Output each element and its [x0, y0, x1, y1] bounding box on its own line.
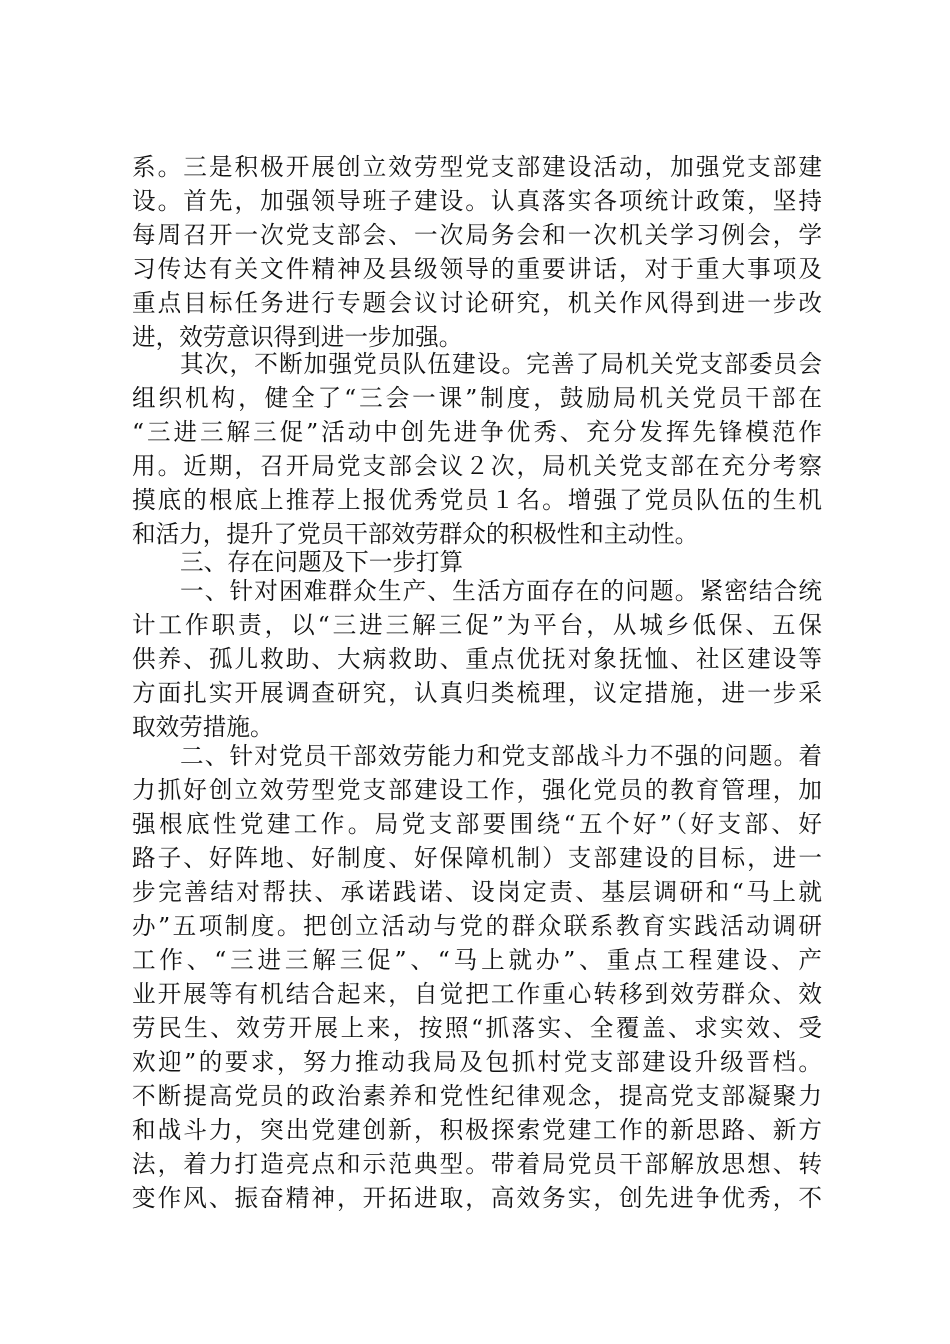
text-line: 路子、好阵地、好制度、好保障机制）支部建设的目标，进一	[132, 844, 822, 872]
text-line: 设。首先，加强领导班子建设。认真落实各项统计政策，坚持	[132, 187, 822, 215]
paragraph-first-line: 一、针对困难群众生产、生活方面存在的问题。紧密结合统	[180, 577, 822, 605]
text-line: 劳民生、效劳开展上来，按照“抓落实、全覆盖、求实效、受	[132, 1014, 822, 1042]
text-line: 摸底的根底上推荐上报优秀党员１名。增强了党员队伍的生机	[132, 486, 822, 514]
text-line: 供养、孤儿救助、大病救助、重点优抚对象抚恤、社区建设等	[132, 645, 822, 673]
text-line: 习传达有关文件精神及县级领导的重要讲话，对于重大事项及	[132, 255, 822, 283]
text-line: 力抓好创立效劳型党支部建设工作，强化党员的教育管理，加	[132, 776, 822, 804]
text-line: 变作风、振奋精神，开拓进取，高效务实，创先进争优秀，不	[132, 1184, 822, 1212]
text-line: 欢迎”的要求，努力推动我局及包抓村党支部建设升级晋档。	[132, 1048, 822, 1076]
text-line: 进，效劳意识得到进一步加强。	[132, 323, 463, 351]
text-line: 计工作职责，以“三进三解三促”为平台，从城乡低保、五保	[132, 611, 822, 639]
text-line: 每周召开一次党支部会、一次局务会和一次机关学习例会，学	[132, 221, 822, 249]
text-line: 业开展等有机结合起来，自觉把工作重心转移到效劳群众、效	[132, 980, 822, 1008]
text-line: 方面扎实开展调查研究，认真归类梳理，议定措施，进一步采	[132, 679, 822, 707]
text-line: 强根底性党建工作。局党支部要围绕“五个好”（好支部、好	[132, 810, 822, 838]
text-line: “三进三解三促”活动中创先进争优秀、充分发挥先锋模范作	[132, 418, 822, 446]
text-line: 工作、“三进三解三促”、“马上就办”、重点工程建设、产	[132, 946, 822, 974]
text-line: 组织机构，健全了“三会一课”制度，鼓励局机关党员干部在	[132, 384, 822, 412]
text-line: 和活力，提升了党员干部效劳群众的积极性和主动性。	[132, 520, 699, 548]
text-line: 和战斗力，突出党建创新，积极探索党建工作的新思路、新方	[132, 1116, 822, 1144]
text-line: 重点目标任务进行专题会议讨论研究，机关作风得到进一步改	[132, 289, 822, 317]
text-line: 系。三是积极开展创立效劳型党支部建设活动，加强党支部建	[132, 153, 822, 181]
text-line: 步完善结对帮扶、承诺践诺、设岗定责、基层调研和“马上就	[132, 878, 822, 906]
paragraph-first-line: 其次，不断加强党员队伍建设。完善了局机关党支部委员会	[180, 350, 822, 378]
text-line: 取效劳措施。	[132, 713, 274, 741]
section-heading: 三、存在问题及下一步打算	[180, 548, 464, 576]
paragraph-first-line: 二、针对党员干部效劳能力和党支部战斗力不强的问题。着	[180, 742, 822, 770]
text-line: 用。近期，召开局党支部会议２次，局机关党支部在充分考察	[132, 452, 822, 480]
text-line: 法，着力打造亮点和示范典型。带着局党员干部解放思想、转	[132, 1150, 822, 1178]
text-line: 办”五项制度。把创立活动与党的群众联系教育实践活动调研	[132, 912, 822, 940]
text-line: 不断提高党员的政治素养和党性纪律观念，提高党支部凝聚力	[132, 1082, 822, 1110]
